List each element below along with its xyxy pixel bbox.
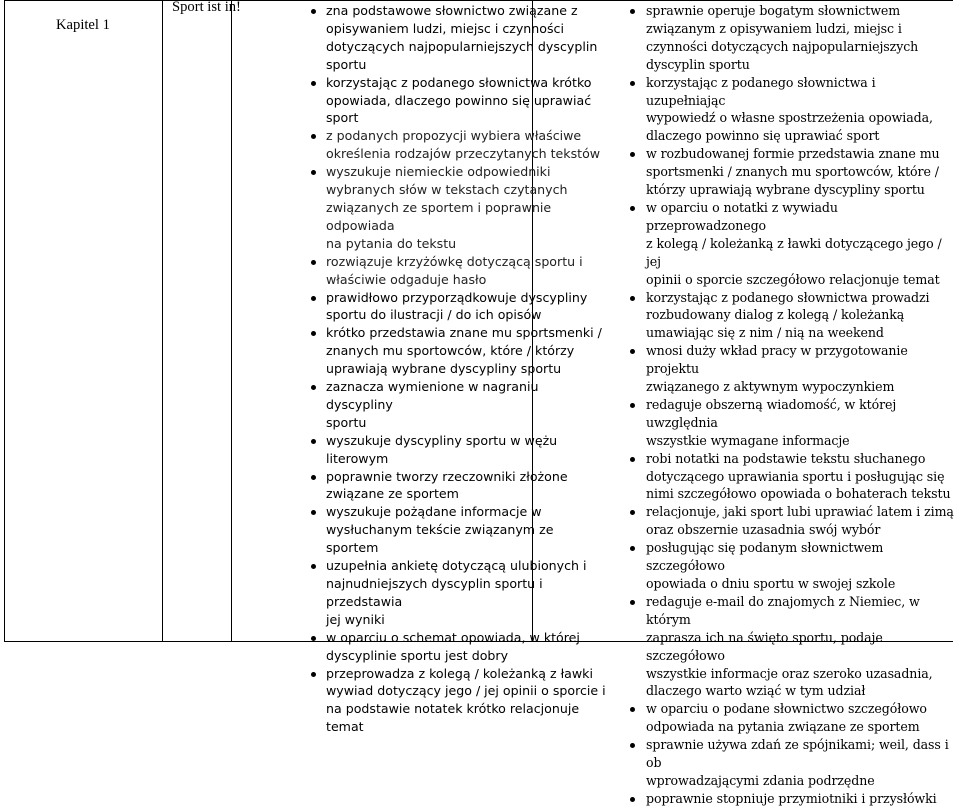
list-item-line: na pytania do tekstu bbox=[326, 235, 457, 251]
chapter-label: Kapitel 1 bbox=[56, 17, 110, 33]
list-item bbox=[309, 432, 609, 468]
list-item-line: sportsmenki / znanych mu sportowców, które / bbox=[646, 164, 939, 180]
list-item-line: redaguje e-mail do znajomych z Niemiec, w którym bbox=[646, 593, 920, 627]
basic-skills-list bbox=[309, 2, 609, 736]
bullet-icon bbox=[630, 403, 635, 408]
bullet-icon bbox=[311, 81, 316, 86]
list-item-line: literowym bbox=[326, 450, 389, 466]
list-item-line: krótko przedstawia znane mu sportsmenki / bbox=[326, 325, 602, 341]
list-item bbox=[628, 593, 958, 700]
list-item-line: poprawnie tworzy rzeczowniki złożone bbox=[326, 468, 568, 484]
list-item-line: nimi szczegółowo opowiada o bohaterach tekstu bbox=[646, 486, 951, 502]
bullet-icon bbox=[630, 9, 635, 14]
bullet-icon bbox=[311, 9, 316, 14]
chapter-cell bbox=[5, 1, 163, 642]
list-item-line: wypowiedź o własne spostrzeżenia opowiada, bbox=[646, 110, 933, 126]
list-item-line: dotyczącego uprawiania sportu i posługując się bbox=[646, 468, 945, 484]
list-item-line: wyszukuje dyscypliny sportu w wężu bbox=[326, 432, 558, 448]
bullet-icon bbox=[311, 564, 316, 569]
list-item-line: uprawiają wybrane dyscypliny sportu bbox=[326, 361, 562, 377]
list-item bbox=[628, 199, 958, 289]
list-item bbox=[309, 127, 609, 163]
list-item-line: poprawnie stopniuje przymiotniki i przysłówki bbox=[646, 790, 937, 806]
topic-cell bbox=[163, 1, 232, 642]
list-item-line: uzupełnia ankietę dotyczącą ulubionych i bbox=[326, 558, 587, 574]
list-item-line: korzystając z podanego słownictwa prowadzi bbox=[646, 289, 930, 305]
list-item bbox=[309, 665, 609, 737]
bullet-icon bbox=[630, 600, 635, 605]
advanced-skills-list bbox=[628, 2, 958, 808]
list-item-line: dotyczących najpopularniejszych dyscyplin bbox=[326, 38, 598, 54]
list-item-line: związanego z aktywnym wypoczynkiem bbox=[646, 379, 895, 395]
list-item-line: wysłuchanym tekście związanym ze sportem bbox=[326, 522, 554, 556]
list-item bbox=[628, 74, 958, 146]
list-item-line: zaprasza ich na święto sportu, podaje szczegółowo bbox=[646, 629, 883, 663]
list-item-line: wyszukuje pożądane informacje w bbox=[326, 504, 542, 520]
list-item-line: związanym z opisywaniem ludzi, miejsc i bbox=[646, 20, 902, 36]
list-item bbox=[628, 539, 958, 593]
bullet-icon bbox=[630, 349, 635, 354]
list-item bbox=[309, 629, 609, 665]
list-item-line: relacjonuje, jaki sport lubi uprawiać latem i zimą bbox=[646, 504, 954, 520]
list-item bbox=[628, 503, 958, 539]
list-item-line: właściwie odgaduje hasło bbox=[326, 271, 487, 287]
list-item-line: korzystając z podanego słownictwa krótko bbox=[326, 74, 592, 90]
list-item bbox=[309, 253, 609, 289]
bullet-icon bbox=[311, 170, 316, 175]
list-item-line: dyscyplin sportu bbox=[646, 56, 750, 72]
list-item bbox=[628, 396, 958, 450]
list-item-line: sprawnie używa zdań ze spójnikami; weil, dass i ob bbox=[646, 737, 949, 771]
bullet-icon bbox=[630, 797, 635, 802]
list-item-line: sport bbox=[326, 110, 359, 126]
bullet-icon bbox=[311, 296, 316, 301]
list-item-line: rozbudowany dialog z kolegą / koleżanką bbox=[646, 307, 905, 323]
list-item-line: zna podstawowe słownictwo związane z bbox=[326, 3, 578, 18]
list-item bbox=[309, 163, 609, 253]
list-item-line: wywiad dotyczący jego / jej opinii o sporcie i bbox=[326, 683, 606, 699]
list-item-line: rozwiązuje krzyżówkę dotyczącą sportu i bbox=[326, 253, 583, 269]
bullet-icon bbox=[630, 510, 635, 515]
list-item-line: w oparciu o podane słownictwo szczegółowo bbox=[646, 701, 927, 717]
list-item-line: oraz obszernie uzasadnia swój wybór bbox=[646, 522, 881, 538]
list-item bbox=[309, 468, 609, 504]
list-item-line: wnosi duży wkład pracy w przygotowanie projektu bbox=[646, 343, 908, 377]
list-item-line: opowiada o dniu sportu w swojej szkole bbox=[646, 576, 896, 591]
list-item-line: czynności dotyczących najpopularniejszych bbox=[646, 38, 919, 54]
list-item-line: opisywaniem ludzi, miejsc i czynności bbox=[326, 20, 564, 36]
list-item bbox=[628, 2, 958, 74]
list-item bbox=[628, 450, 958, 504]
list-item-line: robi notatki na podstawie tekstu słuchanego bbox=[646, 450, 926, 466]
list-item-line: wszystkie wymagane informacje bbox=[646, 432, 850, 448]
list-item bbox=[628, 700, 958, 736]
bullet-icon bbox=[311, 672, 316, 677]
bullet-icon bbox=[311, 439, 316, 444]
list-item bbox=[628, 145, 958, 199]
bullet-icon bbox=[311, 260, 316, 265]
bullet-icon bbox=[311, 385, 316, 390]
bullet-icon bbox=[630, 707, 635, 712]
bullet-icon bbox=[311, 134, 316, 139]
list-item-line: dlaczego warto wziąć w tym udział bbox=[646, 683, 866, 699]
list-item-line: w oparciu o schemat opowiada, w której bbox=[326, 629, 580, 645]
bullet-icon bbox=[630, 206, 635, 211]
list-item bbox=[309, 378, 609, 432]
bullet-icon bbox=[311, 510, 316, 515]
list-item-line: prawidłowo przyporządkowuje dyscypliny bbox=[326, 289, 588, 305]
list-item bbox=[309, 324, 609, 378]
bullet-icon bbox=[311, 636, 316, 641]
list-item bbox=[309, 2, 609, 74]
list-item bbox=[309, 74, 609, 128]
bullet-icon bbox=[630, 457, 635, 462]
list-item-line: najnudniejszych dyscyplin sportu i przedstawia bbox=[326, 576, 543, 609]
list-item-line: sprawnie operuje bogatym słownictwem bbox=[646, 3, 901, 18]
list-item-line: określenia rodzajów przeczytanych tekstów bbox=[326, 146, 601, 162]
bullet-icon bbox=[311, 331, 316, 336]
list-item-line: korzystając z podanego słownictwa i uzupełniając bbox=[646, 74, 876, 108]
list-item bbox=[628, 289, 958, 343]
list-item bbox=[309, 289, 609, 325]
list-item-line: opowiada, dlaczego powinno się uprawiać bbox=[326, 92, 592, 108]
list-item-line: z podanych propozycji wybiera właściwe bbox=[326, 128, 582, 144]
list-item-line: zaznacza wymienione w nagraniu dyscypliny bbox=[326, 379, 539, 412]
list-item-line: sportu bbox=[326, 414, 367, 430]
list-item bbox=[628, 342, 958, 396]
list-item-line: dyscyplinie sportu jest dobry bbox=[326, 647, 509, 663]
list-item-line: opinii o sporcie szczegółowo relacjonuje temat bbox=[646, 271, 940, 287]
bullet-icon bbox=[630, 81, 635, 86]
list-item-line: przeprowadza z kolegą / koleżanką z ławki bbox=[326, 665, 593, 681]
list-item-line: wyszukuje niemieckie odpowiedniki bbox=[326, 164, 551, 180]
list-item-line: umawiając się z nim / nią na weekend bbox=[646, 325, 884, 341]
bullet-icon bbox=[630, 546, 635, 551]
list-item-line: wybranych słów w tekstach czytanych bbox=[326, 182, 568, 198]
bullet-icon bbox=[630, 296, 635, 301]
list-item-line: z kolegą / koleżanką z ławki dotyczącego jego / jej bbox=[646, 235, 942, 269]
list-item bbox=[628, 790, 958, 808]
list-item-line: w rozbudowanej formie przedstawia znane mu bbox=[646, 146, 940, 162]
list-item-line: w oparciu o notatki z wywiadu przeprowadzonego bbox=[646, 199, 838, 233]
list-item-line: posługując się podanym słownictwem szczegółowo bbox=[646, 540, 884, 574]
list-item bbox=[309, 503, 609, 557]
list-item-line: znanych mu sportowców, które / którzy bbox=[326, 343, 575, 359]
list-item-line: związanych ze sportem i poprawnie odpowiada bbox=[326, 199, 552, 233]
bullet-icon bbox=[311, 475, 316, 480]
list-item bbox=[309, 557, 609, 629]
list-item bbox=[628, 736, 958, 790]
list-item-line: którzy uprawiają wybrane dyscypliny sportu bbox=[646, 182, 925, 198]
list-item-line: wprowadzającymi zdania podrzędne bbox=[646, 772, 875, 788]
list-item-line: redaguje obszerną wiadomość, w której uwzględnia bbox=[646, 396, 897, 430]
bullet-icon bbox=[630, 152, 635, 157]
list-item-line: związane ze sportem bbox=[326, 486, 459, 502]
list-item-line: odpowiada na pytania związane ze sportem bbox=[646, 719, 920, 735]
list-item-line: sportu do ilustracji / do ich opisów bbox=[326, 307, 542, 323]
list-item-line: sportu bbox=[326, 56, 367, 72]
list-item-line: dlaczego powinno się uprawiać sport bbox=[646, 128, 880, 144]
list-item-line: jej wyniki bbox=[326, 611, 385, 627]
topic-label: Sport ist in! bbox=[172, 0, 241, 15]
bullet-icon bbox=[630, 743, 635, 748]
list-item-line: na podstawie notatek krótko relacjonuje temat bbox=[326, 701, 580, 735]
list-item-line: wszystkie informacje oraz szeroko uzasadnia, bbox=[646, 665, 933, 681]
